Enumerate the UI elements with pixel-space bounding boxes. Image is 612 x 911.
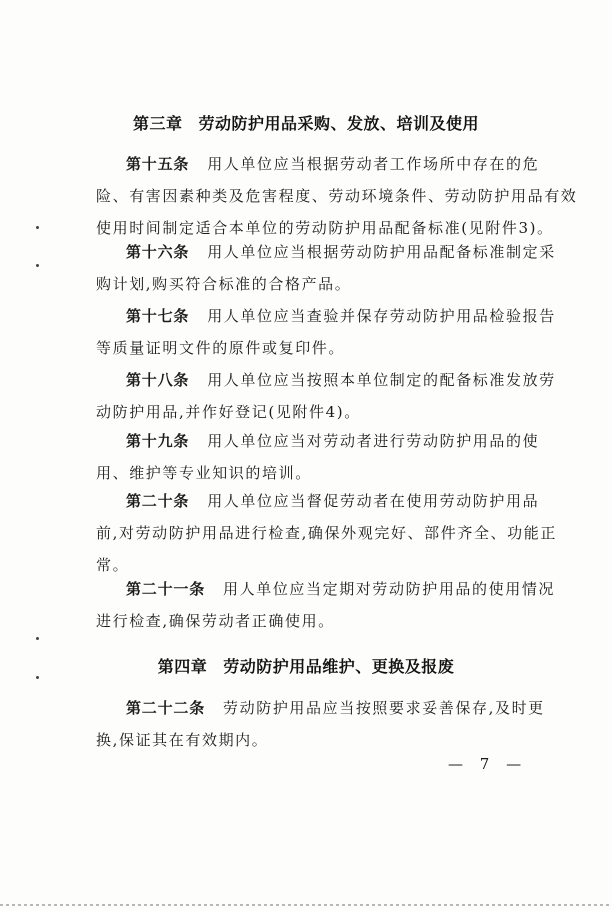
page-number: — 7 — (448, 755, 528, 773)
article-first-line (96, 148, 540, 180)
scan-mark (36, 637, 39, 640)
chapter-3-number: 第三章 (132, 114, 183, 133)
article-first-line (96, 485, 540, 517)
article-20 (96, 485, 557, 581)
chapter-4-title: 劳动防护用品维护、更换及报废 (223, 657, 455, 676)
article-line: 险、有害因素种类及危害程度、劳动环境条件、劳动防护用品有效 (96, 187, 578, 205)
scan-mark (36, 264, 39, 267)
article-number: 第十五条 (126, 155, 190, 173)
article-first-line (96, 692, 545, 724)
article-line: 用、维护等专业知识的培训。 (96, 464, 312, 482)
article-19 (96, 425, 540, 489)
article-text: 劳动防护用品应当按照要求妥善保存,及时更 (223, 699, 545, 717)
article-text: 用人单位应当根据劳动者工作场所中存在的危 (207, 155, 540, 173)
scan-mark (36, 676, 39, 679)
article-line: 使用时间制定适合本单位的劳动防护用品配备标准(见附件3)。 (96, 219, 554, 237)
article-number: 第十八条 (126, 371, 190, 389)
article-line: 等质量证明文件的原件或复印件。 (96, 339, 346, 357)
article-text: 用人单位应当督促劳动者在使用劳动防护用品 (207, 492, 540, 510)
article-text: 用人单位应当按照本单位制定的配备标准发放劳 (207, 371, 556, 389)
article-line: 进行检查,确保劳动者正确使用。 (96, 612, 335, 630)
chapter-4-heading (0, 654, 612, 677)
article-text: 用人单位应当根据劳动防护用品配备标准制定采 (207, 243, 556, 261)
article-text: 用人单位应当查验并保存劳动防护用品检验报告 (207, 307, 556, 325)
article-first-line (96, 573, 556, 605)
article-15 (96, 148, 578, 244)
article-number: 第二十一条 (126, 580, 206, 598)
article-text: 用人单位应当定期对劳动防护用品的使用情况 (223, 580, 556, 598)
chapter-3-title: 劳动防护用品采购、发放、培训及使用 (198, 114, 480, 133)
article-number: 第二十二条 (126, 699, 206, 717)
article-first-line (96, 425, 540, 457)
article-first-line (96, 300, 556, 332)
article-21 (96, 573, 556, 637)
article-line: 常。 (96, 556, 130, 574)
chapter-3-heading (0, 111, 612, 134)
article-number: 第十七条 (126, 307, 190, 325)
scan-mark (36, 226, 39, 229)
article-line: 换,保证其在有效期内。 (96, 731, 269, 749)
article-line: 购计划,购买符合标准的合格产品。 (96, 275, 352, 293)
article-16 (96, 236, 556, 300)
article-first-line (96, 236, 556, 268)
article-text: 用人单位应当对劳动者进行劳动防护用品的使 (207, 432, 540, 450)
scan-edge-line (0, 904, 612, 906)
article-17 (96, 300, 556, 364)
article-line: 动防护用品,并作好登记(见附件4)。 (96, 403, 361, 421)
article-number: 第十九条 (126, 432, 190, 450)
article-line: 前,对劳动防护用品进行检查,确保外观完好、部件齐全、功能正 (96, 524, 557, 542)
article-number: 第二十条 (126, 492, 190, 510)
chapter-4-number: 第四章 (157, 657, 208, 676)
article-22 (96, 692, 545, 756)
article-first-line (96, 364, 556, 396)
article-number: 第十六条 (126, 243, 190, 261)
article-18 (96, 364, 556, 428)
